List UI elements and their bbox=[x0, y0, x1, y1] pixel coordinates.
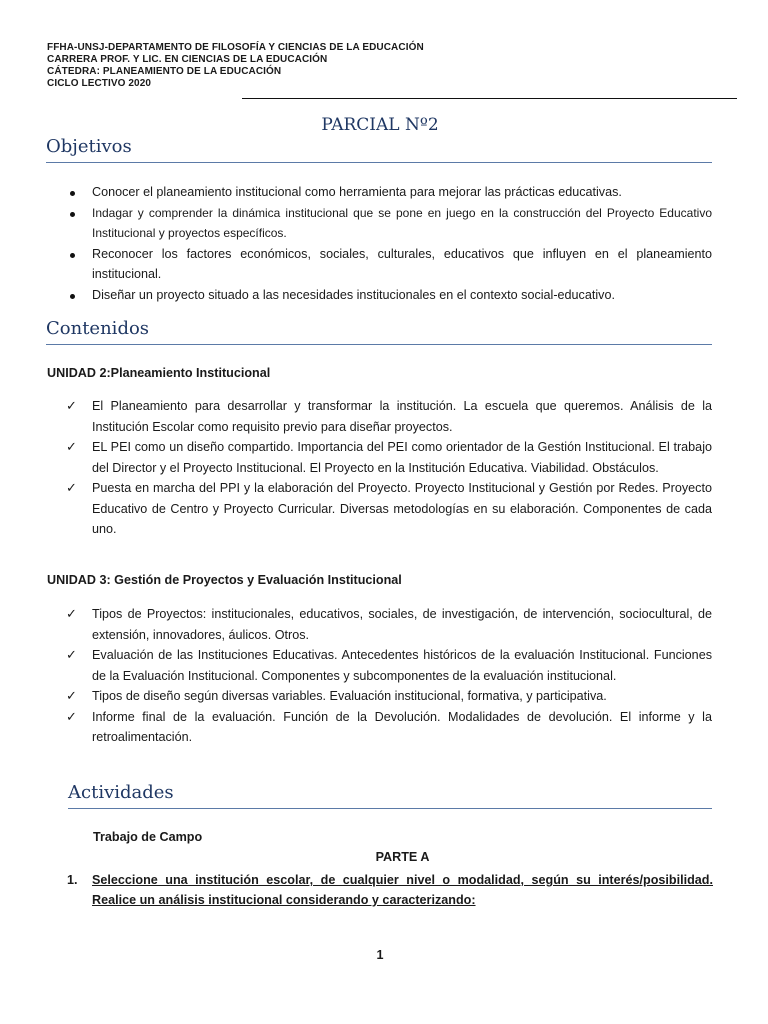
bullet-icon bbox=[70, 212, 75, 217]
checkmark-icon: ✓ bbox=[66, 480, 77, 495]
header-cycle: CICLO LECTIVO 2020 bbox=[47, 78, 152, 89]
checkmark-icon: ✓ bbox=[66, 647, 77, 662]
trabajo-de-campo-title: Trabajo de Campo bbox=[93, 830, 203, 844]
checkmark-icon: ✓ bbox=[66, 606, 77, 621]
numbered-item-1 bbox=[67, 870, 713, 910]
bullet-icon bbox=[70, 253, 75, 258]
header-chair: CÁTEDRA: PLANEAMIENTO DE LA EDUCACIÓN bbox=[47, 66, 282, 77]
unidad-3-list bbox=[66, 604, 712, 748]
list-item: ✓ Informe final de la evaluación. Función de la Devolución. Modalidades de devolución. El informe y la retroalimentación. bbox=[66, 708, 712, 744]
unidad-3-title: UNIDAD 3: Gestión de Proyectos y Evaluación Institucional bbox=[47, 573, 402, 587]
list-item: Reconocer los factores económicos, sociales, culturales, educativos que influyen en el planeamiento institucional. bbox=[66, 244, 712, 285]
checkmark-icon: ✓ bbox=[66, 439, 77, 454]
checkmark-icon: ✓ bbox=[66, 708, 77, 724]
page-number: 1 bbox=[376, 948, 384, 962]
checkmark-icon: ✓ bbox=[66, 398, 77, 413]
document-header bbox=[47, 42, 697, 90]
parte-a-heading: PARTE A bbox=[375, 850, 430, 864]
unidad-2-list bbox=[66, 396, 712, 540]
header-faculty: FFHA-UNSJ-DEPARTAMENTO DE FILOSOFÍA Y CIENCIAS DE LA EDUCACIÓN bbox=[47, 42, 424, 53]
list-item: ✓ Puesta en marcha del PPI y la elaboración del Proyecto. Proyecto Institucional y Gestión por Redes. Proyecto Educativo de Centro y Proyecto Curricular. Diversas metodologías en su elaboración. Componentes de cada uno. bbox=[66, 480, 712, 536]
document-title: PARCIAL Nº2 bbox=[321, 115, 439, 135]
list-item: Indagar y comprender la dinámica institucional que se pone en juego en la construcción del Proyecto Educativo Institucional y proyectos específicos. bbox=[66, 203, 712, 244]
list-item: ✓ Tipos de Proyectos: institucionales, educativos, sociales, de investigación, de intervención, sociocultural, de extensión, innovadores, áulicos. Otros. bbox=[66, 606, 712, 642]
list-item: ✓ Evaluación de las Instituciones Educativas. Antecedentes históricos de la evaluación Institucional. Funciones de la Evaluación Institucional. Componentes y subcomponentes de la evaluación institucional. bbox=[66, 647, 712, 683]
section-heading-contenidos: Contenidos bbox=[46, 317, 712, 345]
bullet-icon bbox=[70, 191, 75, 196]
bullet-icon bbox=[70, 294, 75, 299]
objetivos-list bbox=[66, 182, 712, 305]
section-heading-actividades: Actividades bbox=[68, 781, 712, 809]
item-number: 1. bbox=[67, 873, 78, 887]
list-item: ✓ EL PEI como un diseño compartido. Importancia del PEI como orientador de la Gestión Institucional. El trabajo del Director y el Proyecto Institucional. El Proyecto en la Institución Educativa. Viabilidad. Obstáculos. bbox=[66, 439, 712, 475]
item-text: Seleccione una institución escolar, de cualquier nivel o modalidad, según su interés/posibilidad. Realice un análisis institucional considerando y caracterizando: bbox=[92, 873, 713, 907]
list-item: Diseñar un proyecto situado a las necesidades institucionales en el contexto social-educativo. bbox=[66, 285, 712, 306]
list-item: ✓ El Planeamiento para desarrollar y transformar la institución. La escuela que queremos. Análisis de la Institución Escolar como requisito previo para diseñar proyectos. bbox=[66, 398, 712, 434]
header-rule bbox=[242, 98, 737, 99]
list-item: Conocer el planeamiento institucional como herramienta para mejorar las prácticas educativas. bbox=[66, 182, 712, 203]
header-career: CARRERA PROF. Y LIC. EN CIENCIAS DE LA EDUCACIÓN bbox=[47, 54, 328, 65]
list-item: ✓ Tipos de diseño según diversas variables. Evaluación institucional, formativa, y participativa. bbox=[66, 686, 712, 707]
checkmark-icon: ✓ bbox=[66, 688, 77, 703]
unidad-2-title: UNIDAD 2:Planeamiento Institucional bbox=[47, 366, 271, 380]
section-heading-objetivos: Objetivos bbox=[46, 135, 712, 163]
